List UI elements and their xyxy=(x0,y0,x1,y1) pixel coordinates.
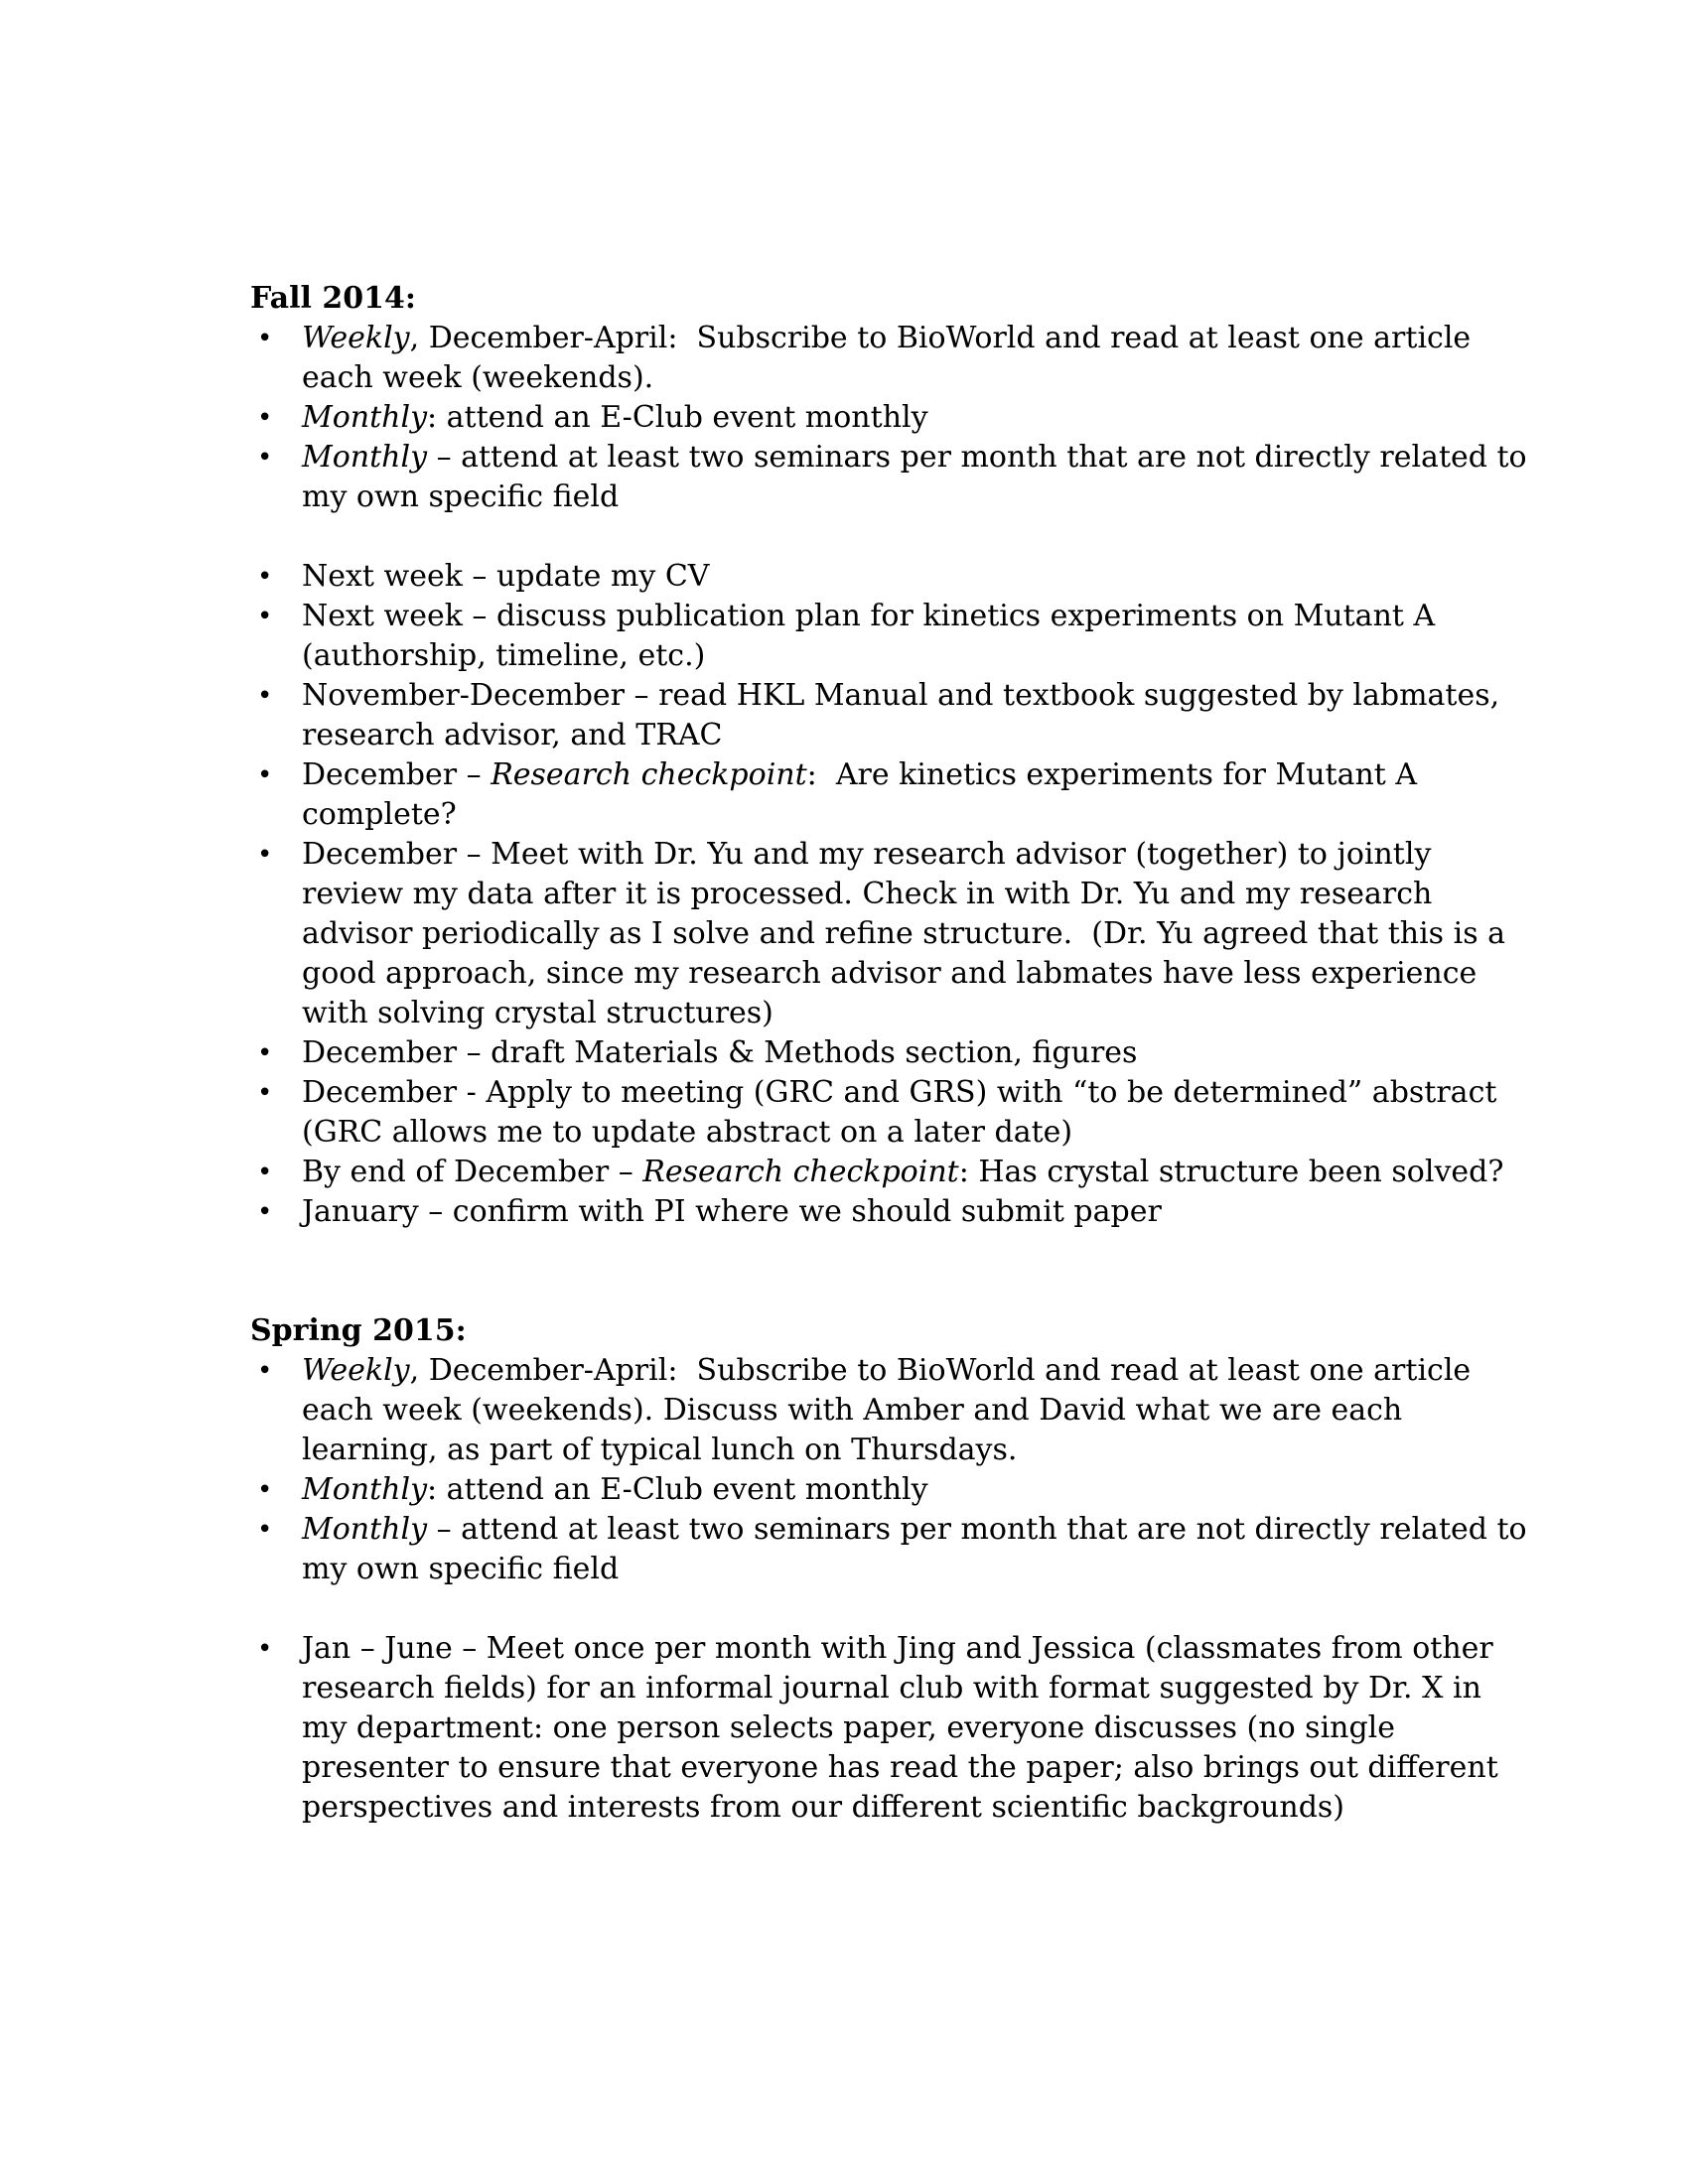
bullet-icon: • xyxy=(257,1158,273,1187)
list-item xyxy=(250,1153,1504,1192)
blank-line xyxy=(250,1589,1501,1629)
text-line: (GRC allows me to update abstract on a later date) xyxy=(302,1115,1073,1150)
bullet-icon: • xyxy=(257,443,273,473)
bullet-icon: • xyxy=(257,1475,273,1505)
list-item xyxy=(250,676,1501,755)
bullet-icon: • xyxy=(257,562,273,592)
text-line: December – Research checkpoint: Are kinetics experiments for Mutant A xyxy=(302,757,1418,792)
blank-line xyxy=(250,517,1501,557)
text-line: each week (weekends). xyxy=(302,360,654,395)
text-line: good approach, since my research advisor and labmates have less experience xyxy=(302,956,1477,991)
section-heading-spring-2015: Spring 2015: xyxy=(250,1313,467,1348)
text-line: complete? xyxy=(302,797,457,832)
text-line: Monthly: attend an E-Club event monthly xyxy=(302,1472,928,1507)
bullet-icon: • xyxy=(257,840,273,870)
text-line: January – confirm with PI where we should submit paper xyxy=(302,1194,1162,1229)
list-item xyxy=(250,835,1506,1033)
text-line: Monthly: attend an E-Club event monthly xyxy=(302,400,928,435)
bullet-icon: • xyxy=(257,681,273,711)
text-line: By end of December – Research checkpoint: Has crystal structure been solved? xyxy=(302,1155,1504,1189)
list-item xyxy=(250,597,1501,676)
list-item xyxy=(250,438,1527,517)
text-line: each week (weekends). Discuss with Amber and David what we are each xyxy=(302,1393,1403,1428)
list-item xyxy=(250,1470,1501,1510)
text-line: learning, as part of typical lunch on Thursdays. xyxy=(302,1433,1018,1467)
list-item xyxy=(250,1073,1501,1153)
text-line: Monthly – attend at least two seminars per month that are not directly related to xyxy=(302,440,1527,475)
bullet-icon: • xyxy=(257,1634,273,1664)
bullet-icon: • xyxy=(257,324,273,353)
bullet-icon: • xyxy=(257,1356,273,1386)
bullet-icon: • xyxy=(257,760,273,790)
text-line: my own specific field xyxy=(302,479,620,514)
text-line: (authorship, timeline, etc.) xyxy=(302,638,706,673)
text-line: Monthly – attend at least two seminars per month that are not directly related to xyxy=(302,1512,1527,1547)
bullet-icon: • xyxy=(257,403,273,433)
list-item xyxy=(250,557,1501,597)
text-line: December – draft Materials & Methods section, figures xyxy=(302,1035,1138,1070)
text-line: review my data after it is processed. Check in with Dr. Yu and my research xyxy=(302,877,1433,911)
document-content xyxy=(250,279,1527,1828)
bullet-icon: • xyxy=(257,1197,273,1227)
list-item xyxy=(250,1510,1527,1589)
section-heading-fall-2014: Fall 2014: xyxy=(250,281,416,316)
bullet-icon: • xyxy=(257,1515,273,1545)
text-line: December – Meet with Dr. Yu and my research advisor (together) to jointly xyxy=(302,837,1432,872)
bullet-icon: • xyxy=(257,1078,273,1108)
list-item xyxy=(250,319,1501,398)
text-line: research fields) for an informal journal club with format suggested by Dr. X in xyxy=(302,1671,1481,1706)
bullet-icon: • xyxy=(257,1038,273,1068)
text-line: my department: one person selects paper, everyone discusses (no single xyxy=(302,1710,1396,1745)
list-item xyxy=(250,1629,1501,1828)
text-line: Next week – discuss publication plan for kinetics experiments on Mutant A xyxy=(302,599,1436,633)
text-line: perspectives and interests from our different scientific backgrounds) xyxy=(302,1790,1344,1825)
text-line: Weekly, December-April: Subscribe to BioWorld and read at least one article xyxy=(302,321,1472,355)
text-line: advisor periodically as I solve and refine structure. (Dr. Yu agreed that this is a xyxy=(302,916,1506,951)
list-item xyxy=(250,755,1501,835)
blank-lines xyxy=(250,1232,1501,1311)
text-line: Weekly, December-April: Subscribe to BioWorld and read at least one article xyxy=(302,1353,1472,1388)
list-item xyxy=(250,1351,1501,1470)
text-line: my own specific field xyxy=(302,1552,620,1586)
list-item xyxy=(250,1192,1501,1232)
text-line: presenter to ensure that everyone has read the paper; also brings out different xyxy=(302,1750,1498,1785)
text-line: research advisor, and TRAC xyxy=(302,718,723,752)
text-line: Jan – June – Meet once per month with Jing and Jessica (classmates from other xyxy=(302,1631,1493,1666)
text-line: Next week – update my CV xyxy=(302,559,710,594)
list-item xyxy=(250,398,1501,438)
list-item xyxy=(250,1033,1501,1073)
text-line: with solving crystal structures) xyxy=(302,996,774,1030)
text-line: December - Apply to meeting (GRC and GRS) with “to be determined” abstract xyxy=(302,1075,1497,1110)
bullet-icon: • xyxy=(257,602,273,631)
text-line: November-December – read HKL Manual and textbook suggested by labmates, xyxy=(302,678,1500,713)
